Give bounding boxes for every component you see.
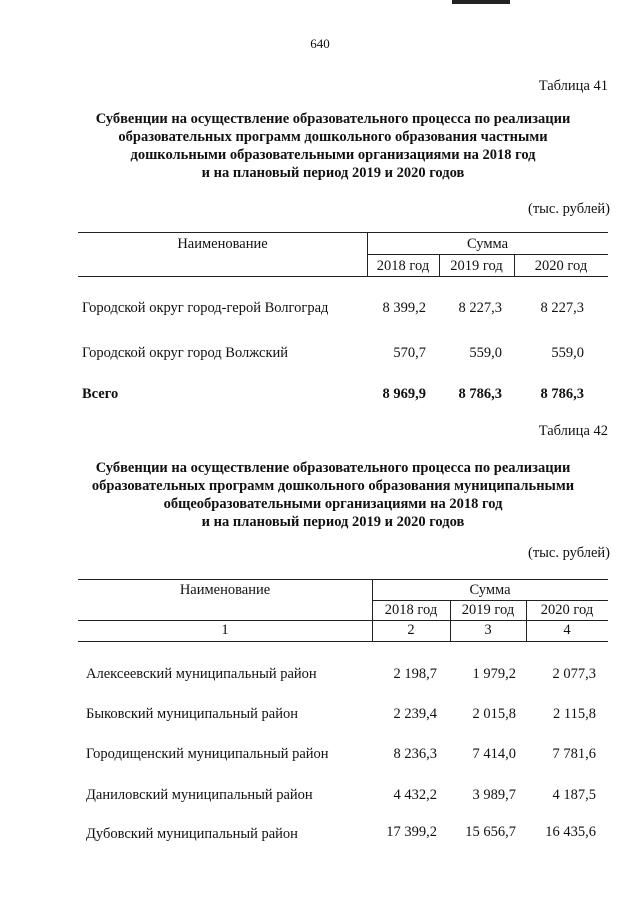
cell-2019: 2 015,8 xyxy=(472,706,516,722)
column-header-sum: Сумма xyxy=(469,582,511,598)
row-name: Алексеевский муниципальный район xyxy=(86,666,317,682)
cell-2018: 8 399,2 xyxy=(382,300,426,316)
cell-2018: 2 239,4 xyxy=(393,706,437,722)
cell-2020: 559,0 xyxy=(551,345,584,361)
column-header-name: Наименование xyxy=(177,236,268,252)
cell-2019: 1 979,2 xyxy=(472,666,516,682)
table-41-label: Таблица 41 xyxy=(538,78,608,94)
table-42-title xyxy=(80,459,586,531)
cell-2020: 2 077,3 xyxy=(552,666,596,682)
table-rule xyxy=(372,600,608,601)
cell-2019: 559,0 xyxy=(469,345,502,361)
total-2018: 8 969,9 xyxy=(382,386,426,402)
table-rule xyxy=(367,254,608,255)
title-line: образовательных программ дошкольного образования муниципальными xyxy=(91,478,575,494)
row-name: Быковский муниципальный район xyxy=(86,706,298,722)
title-line: и на плановый период 2019 и 2020 годов xyxy=(201,514,465,530)
column-header-year: 2020 год xyxy=(534,258,588,274)
row-name: Даниловский муниципальный район xyxy=(86,787,313,803)
cell-2018: 2 198,7 xyxy=(393,666,437,682)
column-number: 4 xyxy=(563,622,571,638)
cell-2019: 8 227,3 xyxy=(458,300,502,316)
cell-2019: 15 656,7 xyxy=(465,824,516,840)
column-header-sum: Сумма xyxy=(466,236,509,252)
row-name: Городской округ город-герой Волгоград xyxy=(82,300,329,316)
column-number: 2 xyxy=(407,622,415,638)
cell-2020: 8 227,3 xyxy=(540,300,584,316)
title-line: Субвенции на осуществление образовательного процесса по реализации xyxy=(95,460,571,476)
column-number: 1 xyxy=(221,622,229,638)
cell-2018: 8 236,3 xyxy=(393,746,437,762)
cell-2020: 2 115,8 xyxy=(553,706,596,722)
total-2019: 8 786,3 xyxy=(458,386,502,402)
page-number: 640 xyxy=(310,36,330,51)
title-line: и на плановый период 2019 и 2020 годов xyxy=(201,165,465,181)
column-header-year: 2020 год xyxy=(540,602,594,618)
table-42-label: Таблица 42 xyxy=(538,423,608,439)
column-header-year: 2019 год xyxy=(461,602,515,618)
column-header-year: 2018 год xyxy=(384,602,438,618)
column-number: 3 xyxy=(484,622,492,638)
table-42-units: (тыс. рублей) xyxy=(528,545,610,561)
table-rule xyxy=(78,232,608,233)
title-line: общеобразовательными организациями на 2018 год xyxy=(163,496,503,512)
column-header-year: 2019 год xyxy=(450,258,503,274)
cell-2020: 7 781,6 xyxy=(552,746,596,762)
title-line: Субвенции на осуществление образовательного процесса по реализации xyxy=(95,111,571,127)
table-rule xyxy=(78,620,608,621)
table-41-units: (тыс. рублей) xyxy=(528,201,610,217)
cell-2018: 570,7 xyxy=(393,345,426,361)
cell-2018: 17 399,2 xyxy=(386,824,437,840)
table-rule xyxy=(78,276,608,277)
title-line: образовательных программ дошкольного образования частными xyxy=(118,129,548,145)
column-header-year: 2018 год xyxy=(376,258,430,274)
table-rule xyxy=(78,579,608,580)
row-name: Городской округ город Волжский xyxy=(82,345,289,361)
cell-2019: 3 989,7 xyxy=(472,787,516,803)
title-line: дошкольными образовательными организациями на 2018 год xyxy=(130,147,536,163)
row-name: Городищенский муниципальный район xyxy=(86,746,329,762)
scan-artifact xyxy=(452,0,510,4)
cell-2019: 7 414,0 xyxy=(472,746,516,762)
table-rule xyxy=(78,641,608,642)
cell-2020: 16 435,6 xyxy=(545,824,596,840)
column-header-name: Наименование xyxy=(179,582,271,598)
row-name: Дубовский муниципальный район xyxy=(86,826,298,842)
cell-2018: 4 432,2 xyxy=(393,787,437,803)
total-2020: 8 786,3 xyxy=(540,386,584,402)
cell-2020: 4 187,5 xyxy=(552,787,596,803)
total-label: Всего xyxy=(82,386,119,402)
table-41-title xyxy=(80,110,586,182)
